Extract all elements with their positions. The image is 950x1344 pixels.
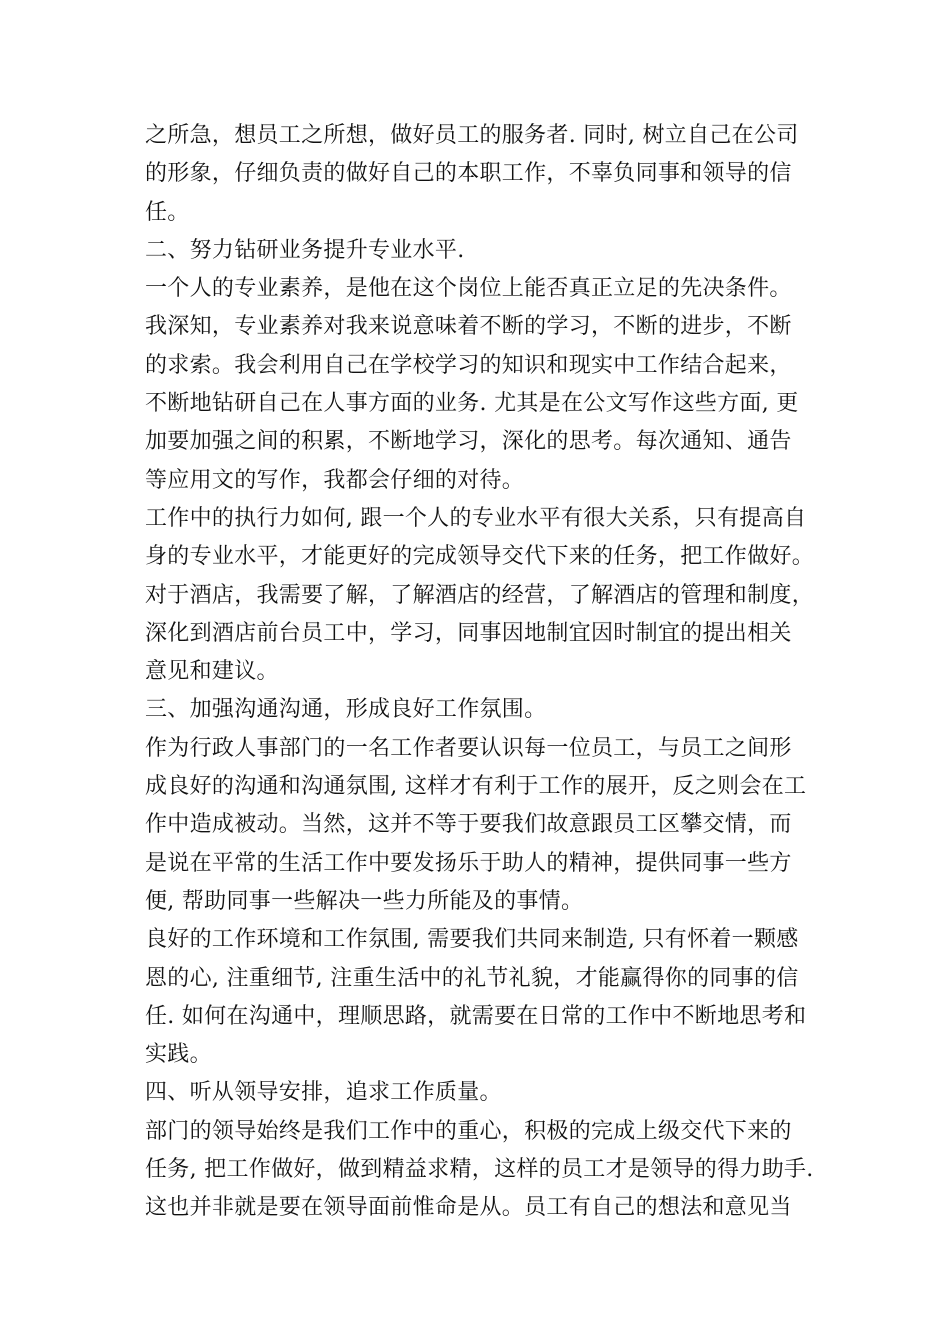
- text-line: 是说在平常的生活工作中要发扬乐于助人的精神，提供同事一些方: [145, 850, 792, 876]
- document-body: [145, 117, 815, 1228]
- text-line: 加要加强之间的积累，不断地学习，深化的思考。每次通知、通告: [145, 429, 792, 455]
- text-line: 成良好的沟通和沟通氛围, 这样才有利于工作的展开，反之则会在工: [145, 774, 807, 800]
- text-line: 这也并非就是要在领导面前惟命是从。员工有自己的想法和意见当: [145, 1195, 792, 1221]
- section-heading: 三、加强沟通沟通，形成良好工作氛围。: [145, 697, 547, 723]
- text-line: 深化到酒店前台员工中，学习，同事因地制宜因时制宜的提出相关: [145, 620, 792, 646]
- text-line: 工作中的执行力如何, 跟一个人的专业水平有很大关系，只有提高自: [145, 505, 807, 531]
- text-line: 恩的心, 注重细节, 注重生活中的礼节礼貌，才能赢得你的同事的信: [145, 965, 799, 991]
- text-line: 意见和建议。: [145, 659, 279, 685]
- text-line: 的形象，仔细负责的做好自己的本职工作，不辜负同事和领导的信: [145, 161, 792, 187]
- text-line: 便, 帮助同事一些解决一些力所能及的事情。: [145, 888, 584, 914]
- text-line: 我深知，专业素养对我来说意味着不断的学习，不断的进步，不断: [145, 314, 792, 340]
- text-line: 对于酒店，我需要了解，了解酒店的经营，了解酒店的管理和制度，: [145, 582, 815, 608]
- text-line: 一个人的专业素养，是他在这个岗位上能否真正立足的先决条件。: [145, 276, 792, 302]
- section-heading: 四、听从领导安排，追求工作质量。: [145, 1080, 502, 1106]
- text-line: 良好的工作环境和工作氛围, 需要我们共同来制造, 只有怀着一颗感: [145, 927, 799, 953]
- text-line: 不断地钻研自己在人事方面的业务. 尤其是在公文写作这些方面, 更: [145, 391, 799, 417]
- text-line: 任. 如何在沟通中，理顺思路，就需要在日常的工作中不断地思考和: [145, 1003, 807, 1029]
- text-line: 部门的领导始终是我们工作中的重心，积极的完成上级交代下来的: [145, 1118, 792, 1144]
- text-line: 作为行政人事部门的一名工作者要认识每一位员工，与员工之间形: [145, 735, 792, 761]
- text-line: 之所急，想员工之所想，做好员工的服务者. 同时, 树立自己在公司: [145, 123, 799, 148]
- text-line: 实践。: [145, 1042, 212, 1068]
- text-line: 作中造成被动。当然，这并不等于要我们故意跟员工区攀交情，而: [145, 812, 792, 838]
- text-line: 身的专业水平，才能更好的完成领导交代下来的任务，把工作做好。: [145, 544, 815, 570]
- text-line: 等应用文的写作，我都会仔细的对待。: [145, 467, 525, 493]
- section-heading: 二、努力钻研业务提升专业水平.: [145, 237, 465, 263]
- text-line: 的求索。我会利用自己在学校学习的知识和现实中工作结合起来，: [145, 352, 792, 378]
- text-line: 任务, 把工作做好，做到精益求精，这样的员工才是领导的得力助手.: [145, 1157, 814, 1183]
- text-line: 任。: [145, 199, 190, 225]
